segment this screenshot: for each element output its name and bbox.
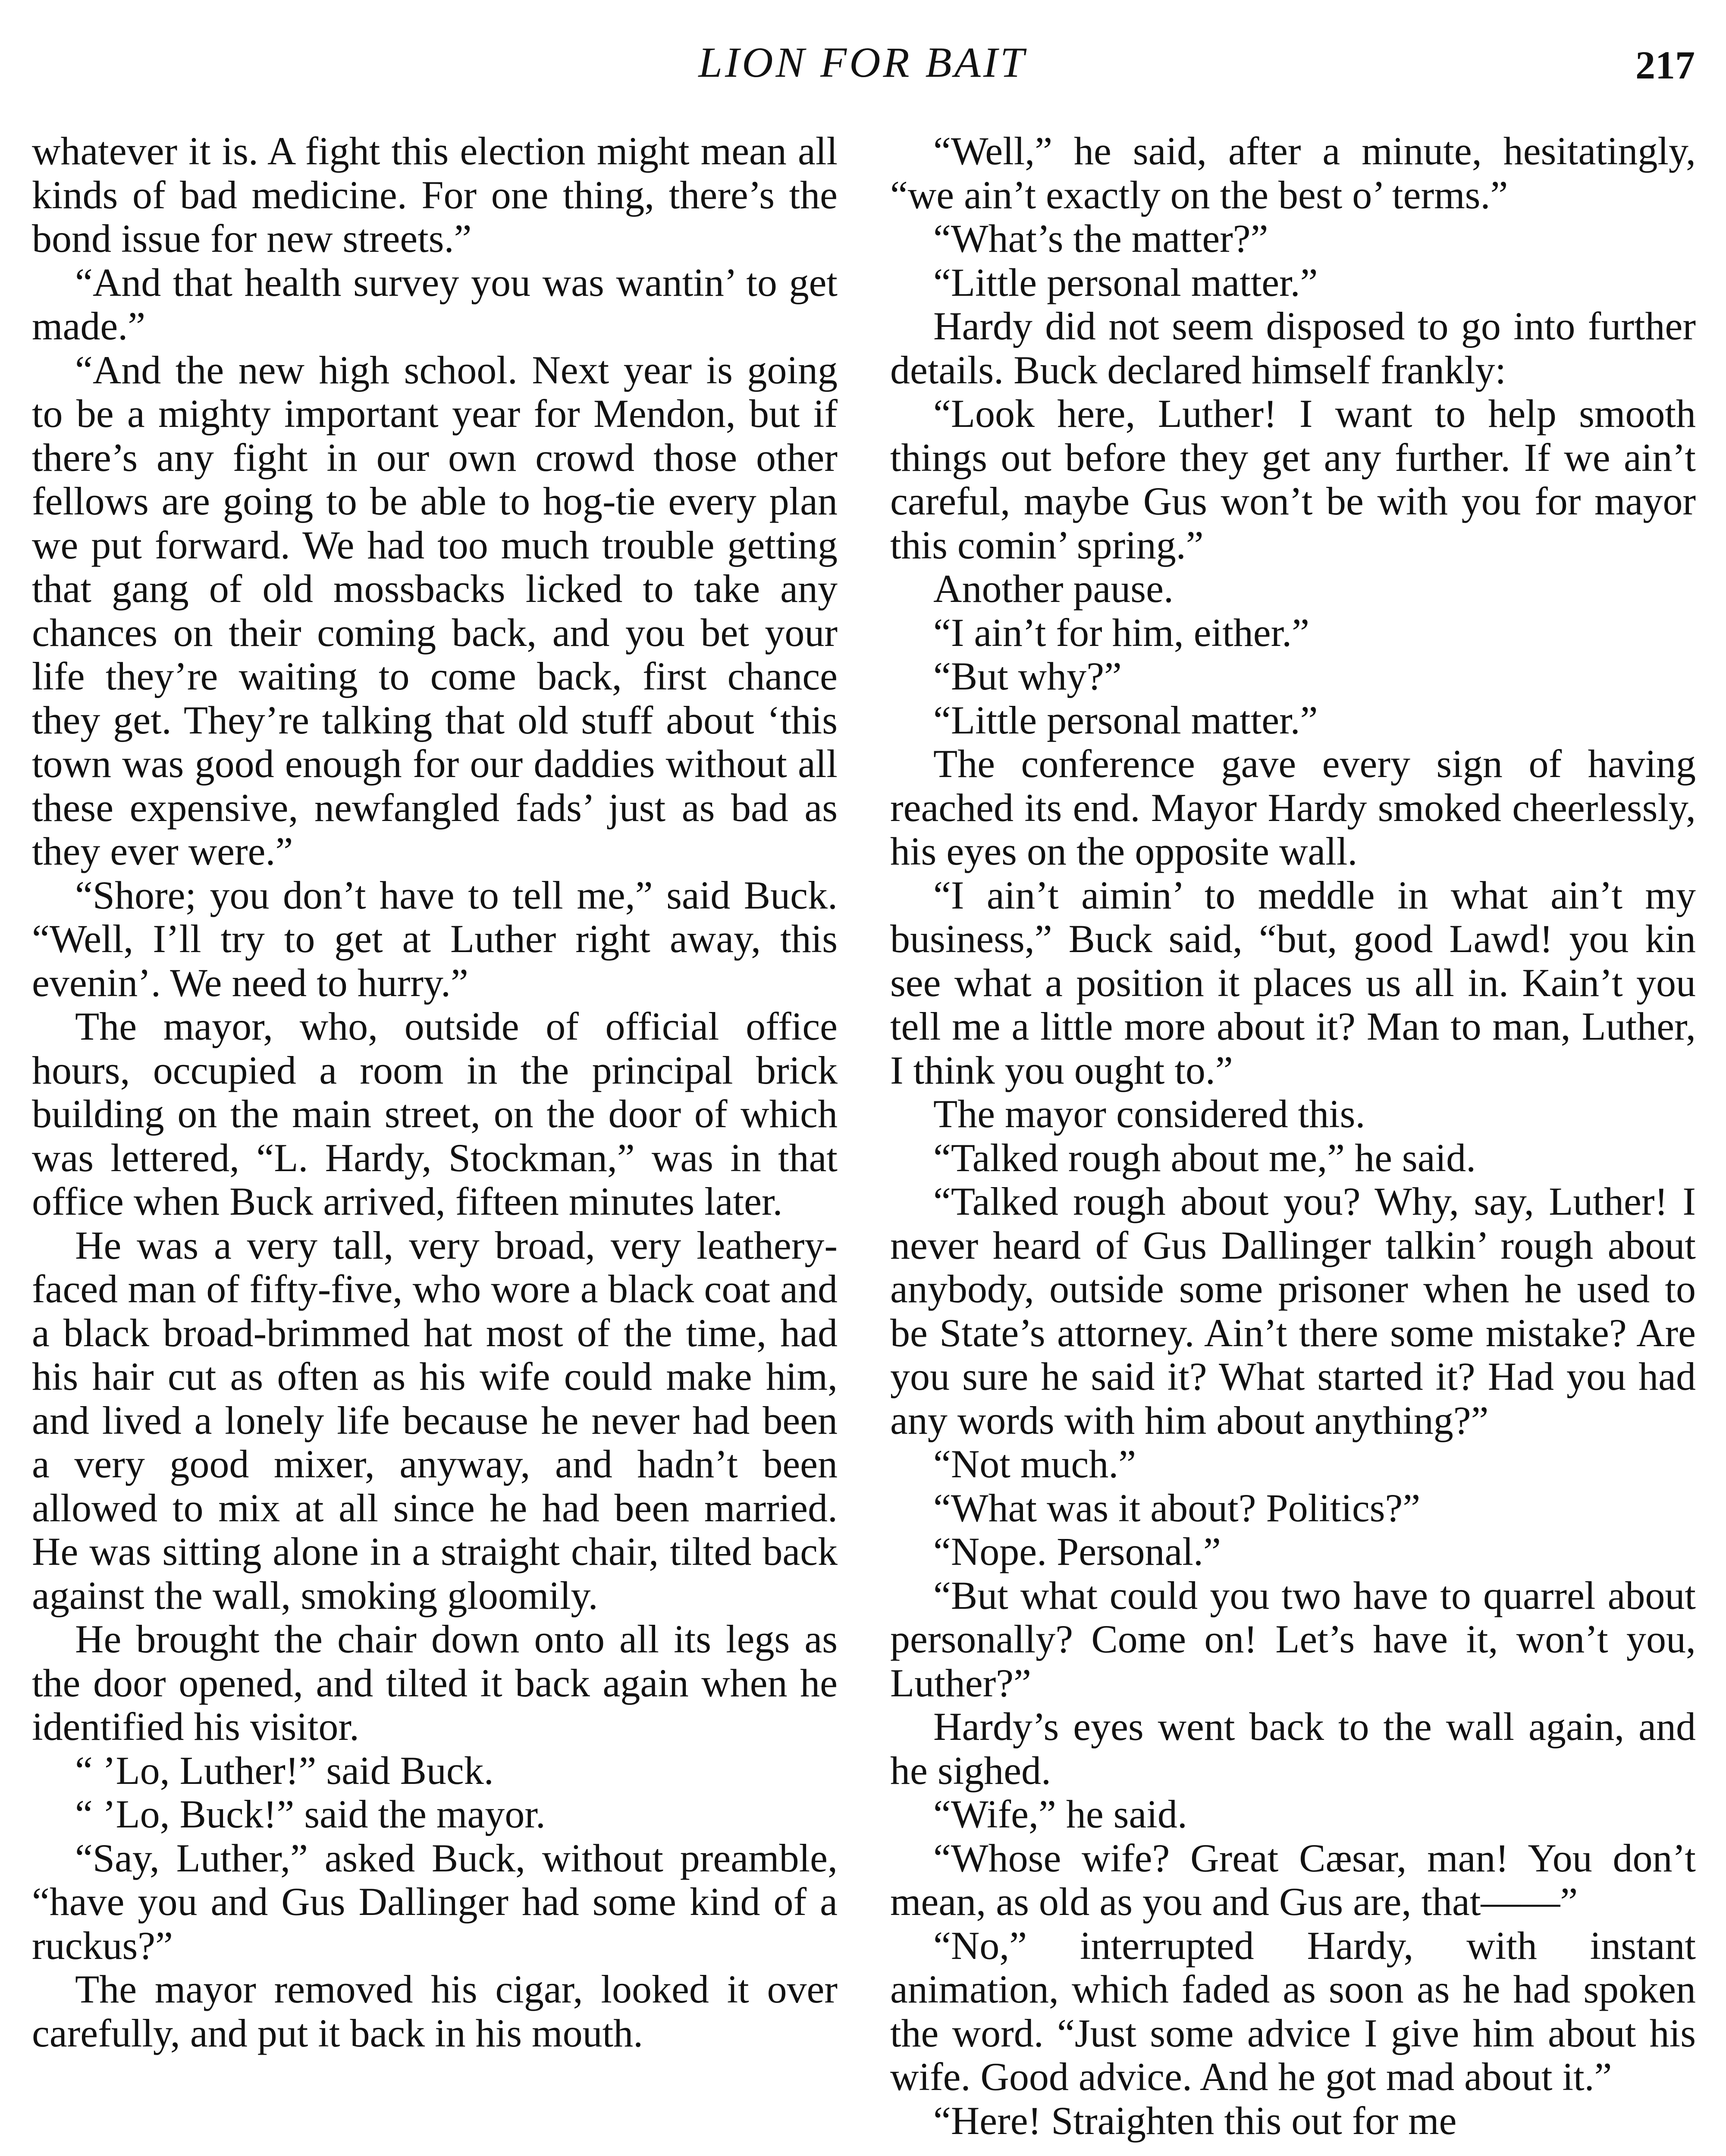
paragraph: “And that health survey you was wantin’ to get made.” (32, 260, 838, 348)
paragraph: “Talked rough about you? Why, say, Luther! I never heard of Gus Dallinger talkin’ rough about anybody, outside some prisoner when he used to be State’s attorney. Ain’t there some mistake? Are you sure he said it? What started it? Had you had any words with him about anything?” (890, 1179, 1696, 1442)
paragraph: “Here! Straighten this out for me (933, 2098, 1457, 2143)
paragraph: The conference gave every sign of having reached its end. Mayor Hardy smoked cheerlessly, his eyes on the opposite wall. (890, 742, 1696, 873)
paragraph: Another pause. (933, 567, 1174, 611)
paragraph: “And the new high school. Next year is going to be a mighty important year for Mendon, but if there’s any fight in our own crowd those other fellows are going to be able to hog-tie every plan we put forward. We had too much trouble getting that gang of old mossbacks licked to take any chances on their coming back, and you bet your life they’re waiting to come back, first chance they get. They’re talking that old stuff about ‘this town was good enough for our daddies without all these expensive, newfangled fads’ just as bad as they ever were.” (32, 348, 838, 873)
paragraph: “I ain’t for him, either.” (933, 610, 1309, 655)
paragraph: “What’s the matter?” (933, 216, 1268, 260)
paragraph: “Nope. Personal.” (933, 1529, 1221, 1573)
paragraph: “ ’Lo, Luther!” said Buck. (75, 1748, 494, 1792)
page-number: 217 (1635, 43, 1695, 87)
paragraph: “Look here, Luther! I want to help smooth things out before they get any further. If we ain’t careful, maybe Gus won’t be with you for mayor this comin’ spring.” (890, 392, 1696, 567)
paragraph: “What was it about? Politics?” (933, 1485, 1421, 1530)
paragraph: “Wife,” he said. (933, 1792, 1187, 1836)
paragraph: “Little personal matter.” (933, 698, 1318, 742)
paragraph: Hardy’s eyes went back to the wall again, and he sighed. (890, 1705, 1696, 1792)
paragraph: “Shore; you don’t have to tell me,” said Buck. “Well, I’ll try to get at Luther right away, this evenin’. We need to hurry.” (32, 873, 838, 1005)
paragraph: He brought the chair down onto all its legs as the door opened, and tilted it back again when he identified his visitor. (32, 1617, 838, 1749)
paragraph: He was a very tall, very broad, very leathery-faced man of fifty-five, who wore a black coat and a black broad-brimmed hat most of the time, had his hair cut as often as his wife could make him, and lived a lonely life because he never had been a very good mixer, anyway, and hadn’t been allowed to mix at all since he had been married. He was sitting alone in a straight chair, tilted back against the wall, smoking gloomily. (32, 1223, 838, 1617)
paragraph: The mayor removed his cigar, looked it over carefully, and put it back in his mouth. (32, 1967, 838, 2055)
paragraph: Hardy did not seem disposed to go into further details. Buck declared himself frankly: (890, 304, 1696, 392)
page-header (0, 0, 1726, 129)
paragraph: “No,” interrupted Hardy, with instant animation, which faded as soon as he had spoken the word. “Just some advice I give him about his wife. Good advice. And he got mad about it.” (890, 1923, 1696, 2099)
paragraph: The mayor, who, outside of official office hours, occupied a room in the principal brick building on the main street, on the door of which was lettered, “L. Hardy, Stockman,” was in that office when Buck arrived, fifteen minutes later. (32, 1004, 838, 1223)
paragraph: “But what could you two have to quarrel about personally? Come on! Let’s have it, won’t you, Luther?” (890, 1573, 1696, 1705)
paragraph: “But why?” (933, 654, 1122, 698)
paragraph: “Not much.” (933, 1442, 1136, 1486)
right-column (890, 129, 1696, 2156)
paragraph: “ ’Lo, Buck!” said the mayor. (75, 1792, 546, 1836)
running-title: LION FOR BAIT (698, 38, 1027, 86)
paragraph: “Talked rough about me,” he said. (933, 1135, 1476, 1180)
left-column (32, 129, 838, 2156)
paragraph: The mayor considered this. (933, 1092, 1365, 1136)
paragraph: “I ain’t aimin’ to meddle in what ain’t my business,” Buck said, “but, good Lawd! you kin see what a position it places us all in. Kain’t you tell me a little more about it? Man to man, Luther, I think you ought to.” (890, 873, 1696, 1092)
paragraph: whatever it is. A fight this election might mean all kinds of bad medicine. For one thing, there’s the bond issue for new streets.” (32, 129, 838, 260)
paragraph: “Whose wife? Great Cæsar, man! You don’t mean, as old as you and Gus are, that——” (890, 1836, 1696, 1924)
paragraph: “Well,” he said, after a minute, hesitatingly, “we ain’t exactly on the best o’ terms.” (890, 129, 1696, 217)
paragraph: “Little personal matter.” (933, 260, 1318, 304)
paragraph: “Say, Luther,” asked Buck, without preamble, “have you and Gus Dallinger had some kind of a ruckus?” (32, 1836, 838, 1968)
